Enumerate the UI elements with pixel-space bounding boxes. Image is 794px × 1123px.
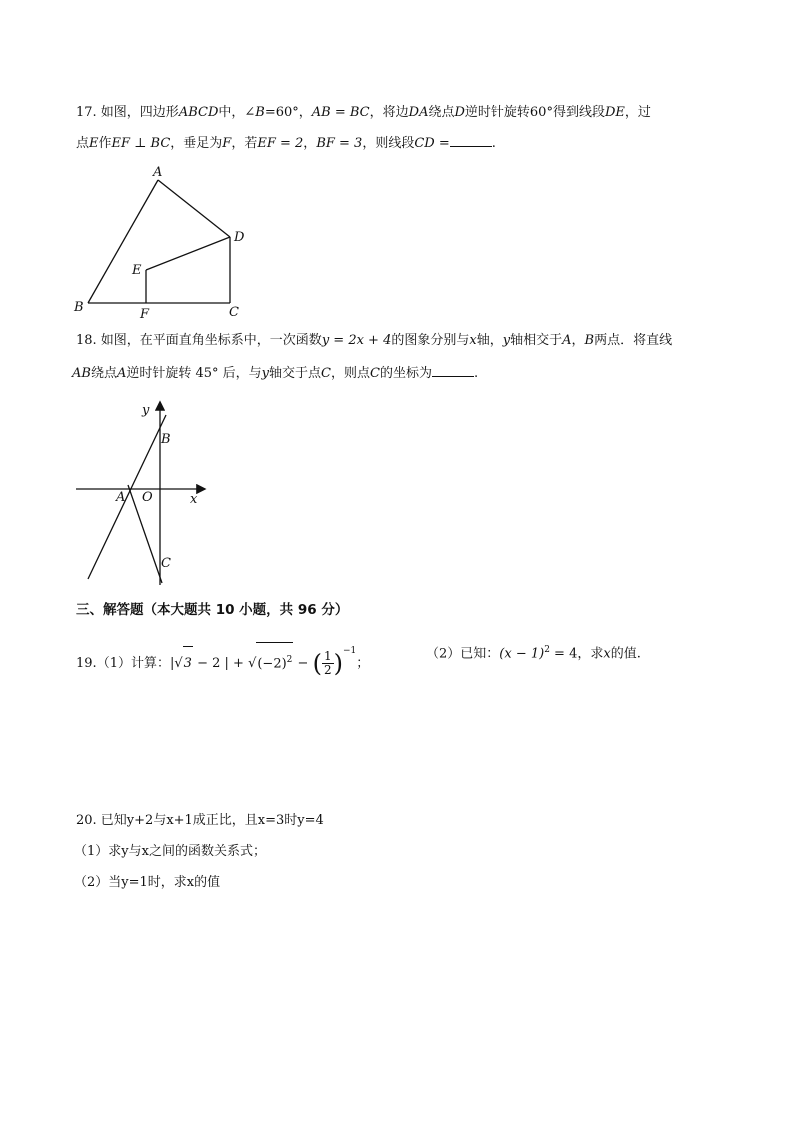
q18-figure — [70, 395, 220, 590]
segment-de — [146, 237, 230, 270]
q20-line-3: （2）当y=1时，求x的值 — [74, 875, 221, 890]
q19-part-2: （2）已知：$(x - 1)^2 = 4$，求x的值. — [426, 645, 641, 662]
q17-line-1: 17. 如图，四边形ABCD中，∠B=60°，AB = BC，将边DA绕点D逆时针旋转60°得到线段DE，过 — [76, 105, 651, 120]
segment-ad — [158, 180, 230, 237]
label-o: O — [142, 490, 153, 505]
label-a: A — [116, 490, 126, 505]
label-x: x — [190, 492, 198, 507]
label-d: D — [234, 230, 245, 245]
q20-line-2: （1）求y与x之间的函数关系式； — [74, 844, 266, 859]
label-b: B — [74, 300, 84, 315]
q19-part-1: 19.（1）计算：|√3 − 2 | + $√(-2)^2$ − ( $\frac{1}{2}$ )$^{-1}$； — [76, 634, 369, 681]
q18-line-2: AB绕点A逆时针旋转 45° 后，与y轴交于点C，则点C的坐标为 . — [72, 366, 479, 381]
section-title: 三、解答题（本大题共 10 小题，共 96 分） — [76, 602, 349, 618]
label-f: F — [140, 307, 150, 322]
answer-blank-17[interactable] — [450, 134, 492, 147]
q17-line-2: 点E作EF ⊥ BC，垂足为F，若EF = 2，BF = 3，则线段CD = . — [76, 136, 496, 151]
q17-figure — [70, 164, 260, 324]
q20-line-1: 20. 已知y+2与x+1成正比，且x=3时y=4 — [76, 813, 324, 828]
label-c: C — [229, 305, 239, 320]
fraction-half: $\frac{1}{2}$ — [323, 649, 332, 677]
line-ab — [88, 415, 166, 579]
segment-ab — [88, 180, 158, 303]
q18-line-1: 18. 如图，在平面直角坐标系中，一次函数y = 2x + 4的图象分别与x轴，y轴相交于A，B两点．将直线 — [76, 333, 673, 348]
answer-blank-18[interactable] — [432, 364, 474, 377]
label-y: y — [142, 403, 150, 418]
label-a: A — [153, 165, 163, 180]
label-c: C — [161, 556, 171, 571]
label-b: B — [161, 432, 171, 447]
label-e: E — [132, 263, 142, 278]
